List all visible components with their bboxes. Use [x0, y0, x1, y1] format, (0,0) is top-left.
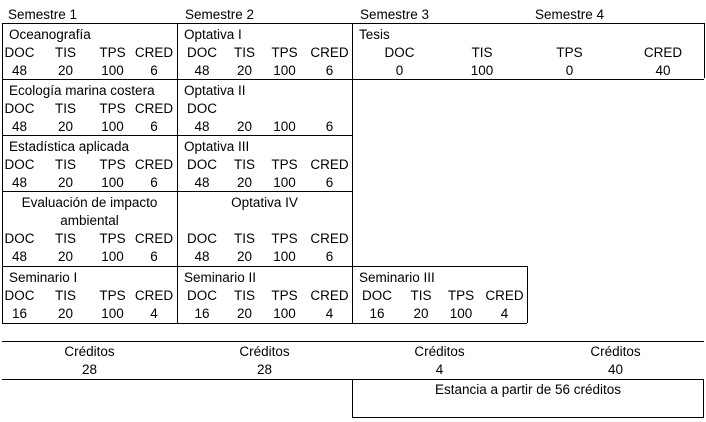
col-header-tps: TPS: [99, 45, 126, 60]
course-optativa-iv: [177, 191, 352, 266]
value-tps: 100: [273, 306, 296, 321]
value-doc: 48: [194, 63, 210, 78]
col-header-doc: DOC: [187, 101, 217, 116]
value-tis: 20: [57, 306, 74, 321]
value-cred: 6: [325, 63, 334, 78]
col-header-cred: CRED: [310, 45, 349, 60]
course-title: Oceanografía: [9, 27, 91, 42]
col-header-tps: TPS: [99, 288, 126, 303]
value-cred: 6: [325, 175, 334, 190]
value-doc: 48: [11, 119, 28, 134]
course-estadistica-aplicada: [2, 135, 177, 191]
col-header-tps: TPS: [556, 45, 583, 60]
value-doc: 16: [11, 306, 28, 321]
grid-line: [527, 266, 528, 323]
course-title: Evaluación de impacto: [21, 195, 158, 210]
value-cred: 6: [150, 249, 158, 264]
course-title: Estadística aplicada: [9, 139, 130, 154]
col-header-tis: TIS: [233, 45, 255, 60]
col-header-doc: DOC: [4, 101, 35, 116]
grid-line: [704, 23, 705, 78]
semester-1-header: Semestre 1: [8, 7, 78, 22]
course-title: Optativa II: [184, 83, 246, 98]
value-cred: 6: [325, 119, 334, 134]
value-doc: 16: [369, 306, 385, 321]
col-header-cred: CRED: [134, 45, 174, 60]
col-header-cred: CRED: [310, 157, 349, 172]
value-tis: 20: [57, 63, 74, 78]
col-header-tps: TPS: [271, 231, 298, 246]
value-cred: 6: [150, 63, 158, 78]
col-header-tps: TPS: [99, 231, 126, 246]
col-header-cred: CRED: [134, 157, 174, 172]
col-header-tps: TPS: [271, 288, 298, 303]
value-tis: 20: [236, 175, 253, 190]
semester-4-header: Semestre 4: [535, 7, 605, 22]
credits-value-sem4: 40: [607, 362, 624, 377]
course-title: Optativa III: [184, 139, 250, 154]
col-header-tps: TPS: [271, 157, 298, 172]
value-cred: 4: [150, 306, 158, 321]
course-title: Ecología marina costera: [9, 83, 155, 98]
credits-values: [2, 361, 704, 379]
credits-value-sem3: 4: [435, 362, 444, 377]
value-cred: 6: [150, 175, 158, 190]
course-evaluacion-de-impacto-ambiental: [2, 191, 177, 266]
credits-label-sem1: Créditos: [64, 344, 115, 359]
course-seminario-iii: [352, 266, 527, 323]
col-header-doc: DOC: [4, 157, 35, 172]
semester-2-header: Semestre 2: [185, 7, 255, 22]
value-tis: 20: [236, 63, 253, 78]
value-tps: 100: [101, 306, 124, 321]
credits-label-sem3: Créditos: [414, 344, 465, 359]
value-tis: 20: [413, 306, 429, 321]
col-header-doc: DOC: [187, 288, 217, 303]
col-header-doc: DOC: [4, 288, 35, 303]
course-title: Tesis: [359, 27, 390, 42]
value-tps: 100: [273, 249, 296, 264]
credits-top-line: [2, 341, 704, 342]
value-tps: 100: [101, 119, 124, 134]
col-header-cred: CRED: [134, 288, 174, 303]
value-cred: 4: [500, 306, 509, 321]
col-header-doc: DOC: [187, 45, 217, 60]
value-doc: 0: [395, 63, 404, 78]
value-doc: 48: [194, 249, 210, 264]
value-doc: 48: [194, 175, 210, 190]
course-optativa-ii: [177, 79, 352, 135]
value-tps: 100: [101, 175, 124, 190]
col-header-doc: DOC: [187, 157, 217, 172]
col-header-doc: DOC: [4, 231, 35, 246]
course-optativa-iii: [177, 135, 352, 191]
col-header-doc: DOC: [4, 45, 35, 60]
value-cred: 6: [325, 249, 334, 264]
value-doc: 16: [194, 306, 210, 321]
value-tps: 100: [449, 306, 473, 321]
col-header-tis: TIS: [54, 157, 76, 172]
col-header-doc: DOC: [187, 231, 217, 246]
col-header-cred: CRED: [643, 45, 683, 60]
credits-label-sem2: Créditos: [239, 344, 290, 359]
course-seminario-ii: [177, 266, 352, 323]
col-header-tps: TPS: [447, 288, 475, 303]
estancia-note: Estancia a partir de 56 créditos: [434, 382, 622, 397]
value-tis: 20: [57, 249, 74, 264]
col-header-doc: DOC: [362, 288, 392, 303]
value-doc: 48: [11, 249, 28, 264]
value-tps: 100: [101, 63, 124, 78]
col-header-cred: CRED: [134, 231, 174, 246]
value-tis: 20: [236, 249, 253, 264]
col-header-tis: TIS: [54, 45, 76, 60]
col-header-tps: [262, 100, 307, 118]
value-tis: 20: [57, 119, 74, 134]
col-header-tis: TIS: [54, 231, 76, 246]
course-oceanografia: [2, 23, 177, 79]
value-tis: 20: [57, 175, 74, 190]
value-tis: 20: [236, 306, 253, 321]
col-header-tps: TPS: [271, 45, 298, 60]
col-header-tis: TIS: [471, 45, 493, 60]
estancia-note-box: [352, 379, 704, 418]
col-header-cred: CRED: [485, 288, 524, 303]
course-seminario-i: [2, 266, 177, 323]
col-header-tis: TIS: [233, 288, 255, 303]
credits-label-sem4: Créditos: [590, 344, 641, 359]
value-cred: 6: [150, 119, 158, 134]
value-tps: 100: [273, 119, 296, 134]
col-header-tis: [227, 100, 262, 118]
value-tps: 100: [273, 175, 296, 190]
credits-labels: [2, 343, 704, 361]
col-header-tps: TPS: [99, 157, 126, 172]
grid-line: [2, 323, 527, 324]
course-title: Optativa IV: [231, 195, 298, 210]
course-optativa-i: [177, 23, 352, 79]
col-header-cred: CRED: [134, 101, 174, 116]
course-title-line-2: ambiental: [60, 213, 119, 228]
value-doc: 48: [11, 63, 28, 78]
value-doc: 48: [194, 119, 210, 134]
course-tesis: [352, 23, 704, 79]
col-header-tis: TIS: [233, 157, 255, 172]
value-tis: 20: [236, 119, 253, 134]
credits-value-sem2: 28: [256, 362, 273, 377]
col-header-cred: CRED: [310, 231, 349, 246]
col-header-cred: [307, 100, 352, 118]
semester-3-header: Semestre 3: [360, 7, 430, 22]
value-tps: 100: [273, 63, 296, 78]
value-tps: 100: [101, 249, 124, 264]
value-cred: 40: [655, 63, 671, 78]
course-title: Seminario II: [184, 270, 257, 285]
value-tis: 100: [470, 63, 494, 78]
col-header-tis: TIS: [410, 288, 432, 303]
course-title: Seminario I: [9, 270, 78, 285]
col-header-tps: TPS: [99, 101, 126, 116]
course-title: Seminario III: [359, 270, 435, 285]
credits-value-sem1: 28: [81, 362, 98, 377]
col-header-tis: TIS: [54, 101, 76, 116]
value-doc: 48: [11, 175, 28, 190]
course-ecologia-marina-costera: [2, 79, 177, 135]
value-cred: 4: [325, 306, 334, 321]
value-tps: 0: [565, 63, 574, 78]
col-header-cred: CRED: [310, 288, 349, 303]
course-title: Optativa I: [184, 27, 242, 42]
col-header-tis: TIS: [233, 231, 255, 246]
col-header-doc: DOC: [384, 45, 415, 60]
col-header-tis: TIS: [54, 288, 76, 303]
